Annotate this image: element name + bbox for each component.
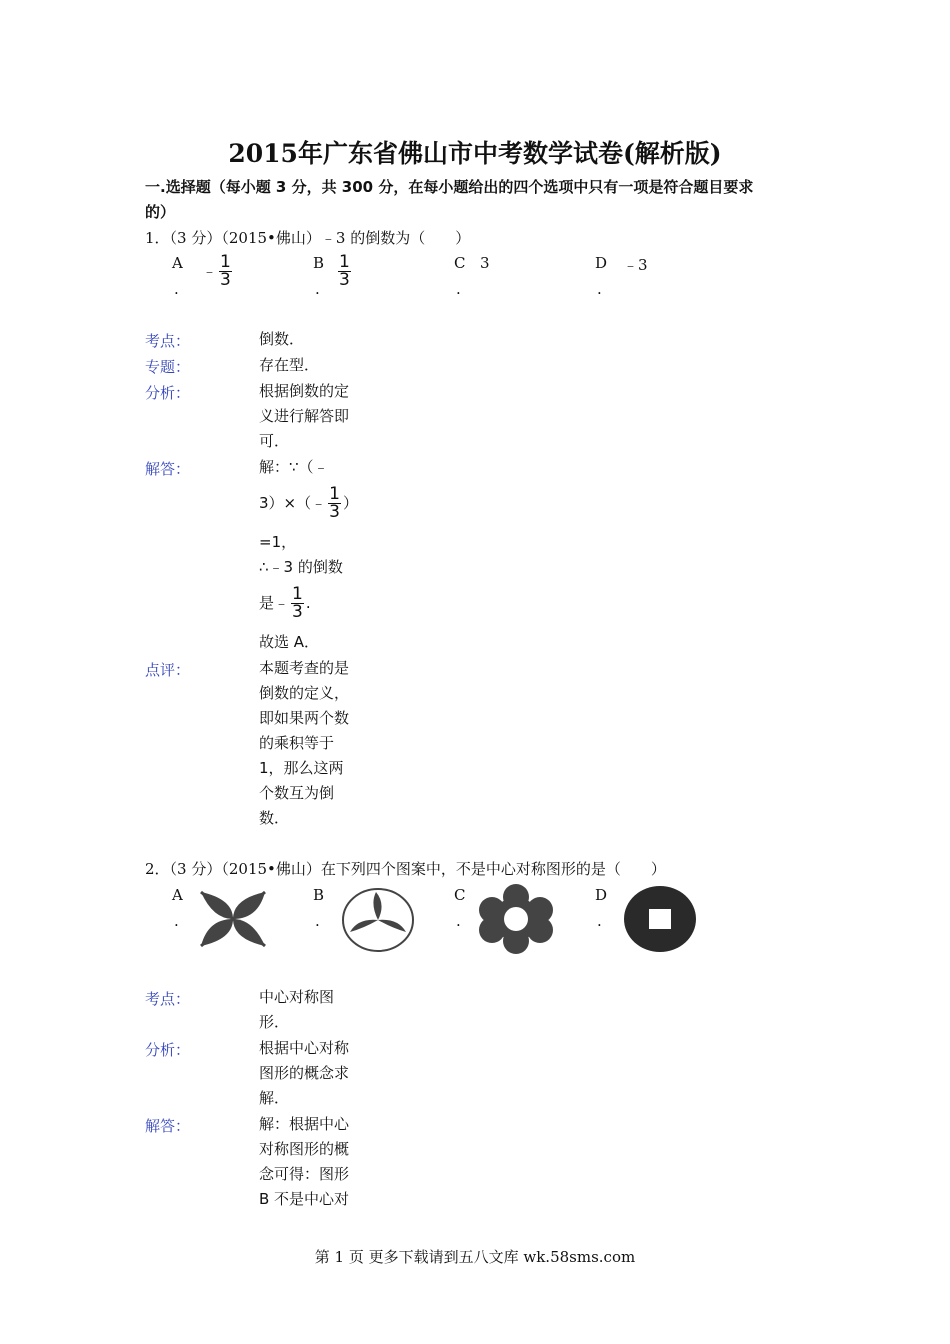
option-c-dot: . [456, 280, 461, 298]
option-a-letter: A [172, 254, 183, 272]
jieda-label: 解答： [145, 1117, 191, 1135]
dianping-line: 个数互为倒 [259, 784, 335, 802]
kaodian-value: 倒数． [259, 330, 305, 348]
fraction [328, 486, 341, 521]
jieda-line: ∴﹣3 的倒数 [259, 558, 343, 576]
dianping-line: 倒数的定义， [259, 684, 350, 702]
dianping-line: 即如果两个数 [259, 709, 350, 727]
jieda-line: 对称图形的概 [259, 1140, 350, 1158]
denominator: 3 [220, 270, 231, 290]
option-b-letter: B [313, 254, 325, 272]
jieda-line: =1， [259, 533, 297, 551]
fenxi-label: 分析： [145, 384, 191, 402]
option-d-dot: . [597, 912, 602, 930]
question-1 [145, 227, 470, 248]
option-a-letter: A [172, 886, 183, 904]
denominator: 3 [292, 602, 303, 622]
dianping-line: 的乘积等于 [259, 734, 335, 752]
fenxi-line: 根据倒数的定 [259, 382, 350, 400]
kaodian-line: 形． [259, 1013, 290, 1031]
denominator: 3 [329, 502, 340, 522]
option-b-value [336, 254, 353, 289]
fenxi-line: 解． [259, 1089, 290, 1107]
page-footer: 第 1 页 更多下载请到五八文库 wk.58sms.com [314, 1248, 636, 1266]
numerator: 1 [339, 252, 350, 272]
dianping-line: 数． [259, 809, 290, 827]
zhuanti-value: 存在型． [259, 356, 320, 374]
zhuanti-label: 专题： [145, 358, 191, 376]
fenxi-line: 可． [259, 432, 290, 450]
option-c-value: 3 [480, 254, 490, 272]
option-a-value [202, 254, 234, 289]
section-heading-line1: 一.选择题（每小题 3 分，共 300 分，在每小题给出的四个选项中只有一项是符合题目要求 [145, 178, 754, 196]
expression-text: 是﹣ [259, 594, 290, 612]
jieda-line: 解：∵（﹣ [259, 458, 329, 476]
jieda-line-fraction [259, 486, 358, 521]
option-b-letter: B [313, 886, 325, 904]
question-number: 1． [145, 229, 170, 247]
jieda-line: 故选 A． [259, 633, 320, 651]
fraction [219, 254, 232, 289]
fraction [338, 254, 351, 289]
option-d-letter: D [595, 886, 608, 904]
fenxi-line: 根据中心对称 [259, 1039, 350, 1057]
jieda-label: 解答： [145, 460, 191, 478]
fraction [291, 586, 304, 621]
option-d-letter: D [595, 254, 608, 272]
numerator: 1 [329, 484, 340, 504]
expression-text: ） [342, 494, 358, 512]
jieda-line: 解：根据中心 [259, 1115, 350, 1133]
fenxi-line: 图形的概念求 [259, 1064, 350, 1082]
jieda-line: B 不是中心对 [259, 1190, 350, 1208]
kaodian-label: 考点： [145, 990, 191, 1008]
option-b-dot: . [315, 912, 320, 930]
question-text: （3 分）（2015•佛山）﹣3 的倒数为（ ） [169, 229, 471, 247]
expression-text: . [305, 594, 311, 612]
option-a-dot: . [174, 912, 179, 930]
ancient-coin-icon [622, 884, 698, 954]
dianping-label: 点评： [145, 661, 191, 679]
six-petal-flower-icon [478, 883, 554, 955]
crossed-leaves-square-icon [198, 889, 268, 949]
jieda-line-fraction [259, 586, 311, 621]
numerator: 1 [220, 252, 231, 272]
fenxi-line: 义进行解答即 [259, 407, 350, 425]
three-blade-circle-icon [340, 886, 416, 954]
question-text: （3 分）（2015•佛山）在下列四个图案中，不是中心对称图形的是（ ） [169, 860, 666, 878]
option-a-dot: . [174, 280, 179, 298]
expression-text: 3）×（﹣ [259, 494, 327, 512]
question-2 [145, 858, 666, 879]
option-c-dot: . [456, 912, 461, 930]
page-title: 2015年广东省佛山市中考数学试卷(解析版) [228, 139, 722, 168]
denominator: 3 [339, 270, 350, 290]
option-c-letter: C [454, 886, 466, 904]
section-heading-line2: 的） [145, 203, 176, 221]
kaodian-label: 考点： [145, 332, 191, 350]
fenxi-label: 分析： [145, 1041, 191, 1059]
option-d-dot: . [597, 280, 602, 298]
dianping-line: 1，那么这两 [259, 759, 344, 777]
option-d-value: ﹣3 [623, 256, 648, 274]
jieda-line: 念可得：图形 [259, 1165, 350, 1183]
kaodian-line: 中心对称图 [259, 988, 335, 1006]
option-b-dot: . [315, 280, 320, 298]
numerator: 1 [292, 584, 303, 604]
dianping-line: 本题考查的是 [259, 659, 350, 677]
option-c-letter: C [454, 254, 466, 272]
question-number: 2． [145, 860, 170, 878]
minus-sign: ﹣ [202, 262, 218, 280]
